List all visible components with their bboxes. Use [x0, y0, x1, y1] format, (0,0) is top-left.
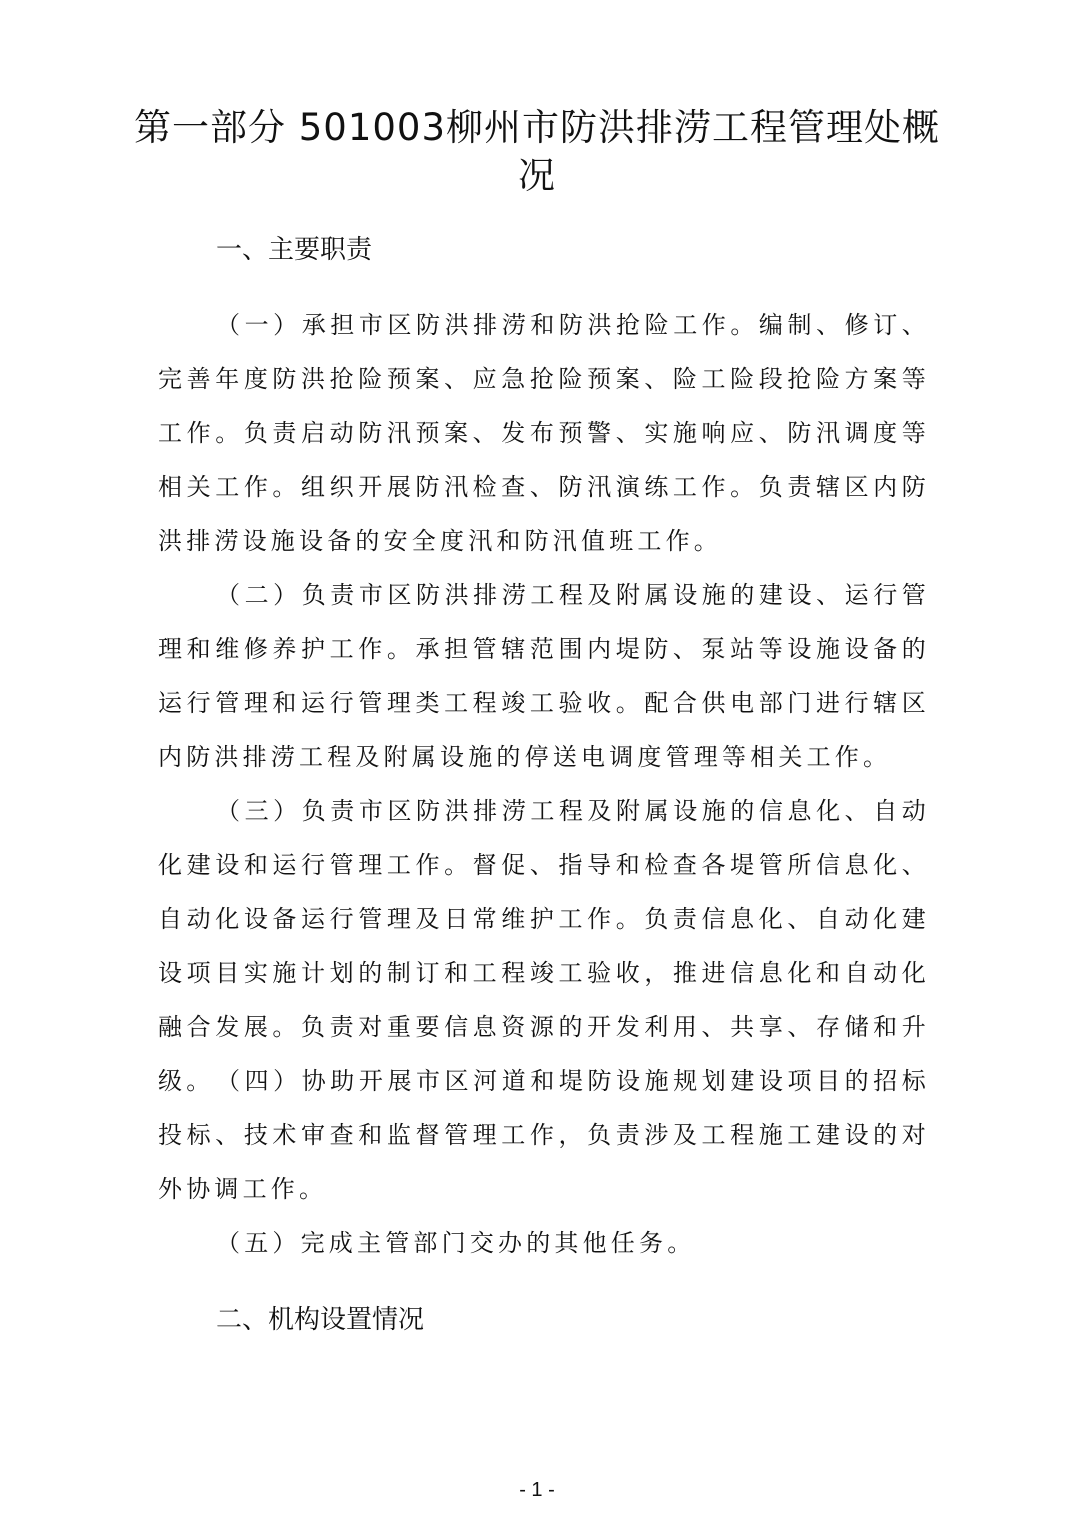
section-heading-organization: 二、机构设置情况 — [216, 1305, 425, 1335]
duty-paragraph-3: （三）负责市区防洪排涝工程及附属设施的信息化、自动化建设和运行管理工作。督促、指导和检查各堤管所信息化、自动化设备运行管理及日常维护工作。负责信息化、自动化建设项目实施计划的制订和工程竣工验收，推进信息化和自动化融合发展。负责对重要信息资源的开发利用、共享、存储和升级。 — [158, 797, 930, 1095]
duty-paragraph-5: （五）完成主管部门交办的其他任务。 — [216, 1229, 696, 1257]
page-number: - 1 - — [519, 1479, 555, 1501]
section-heading-duties: 一、主要职责 — [216, 235, 373, 265]
page-title: 第一部分 501003柳州市防洪排涝工程管理处概况 — [133, 106, 940, 197]
duty-paragraph-1: （一）承担市区防洪排涝和防洪抢险工作。编制、修订、完善年度防洪抢险预案、应急抢险预案、险工险段抢险方案等工作。负责启动防汛预案、发布预警、实施响应、防汛调度等相关工作。组织开展防汛检查、防汛演练工作。负责辖区内防洪排涝设施设备的安全度汛和防汛值班工作。 — [158, 311, 930, 555]
duty-paragraph-2: （二）负责市区防洪排涝工程及附属设施的建设、运行管理和维修养护工作。承担管辖范围内堤防、泵站等设施设备的运行管理和运行管理类工程竣工验收。配合供电部门进行辖区内防洪排涝工程及附属设施的停送电调度管理等相关工作。 — [158, 581, 930, 771]
duty-paragraph-4: （四）协助开展市区河道和堤防设施规划建设项目的招标投标、技术审查和监督管理工作，负责涉及工程施工建设的对外协调工作。 — [158, 1067, 930, 1203]
